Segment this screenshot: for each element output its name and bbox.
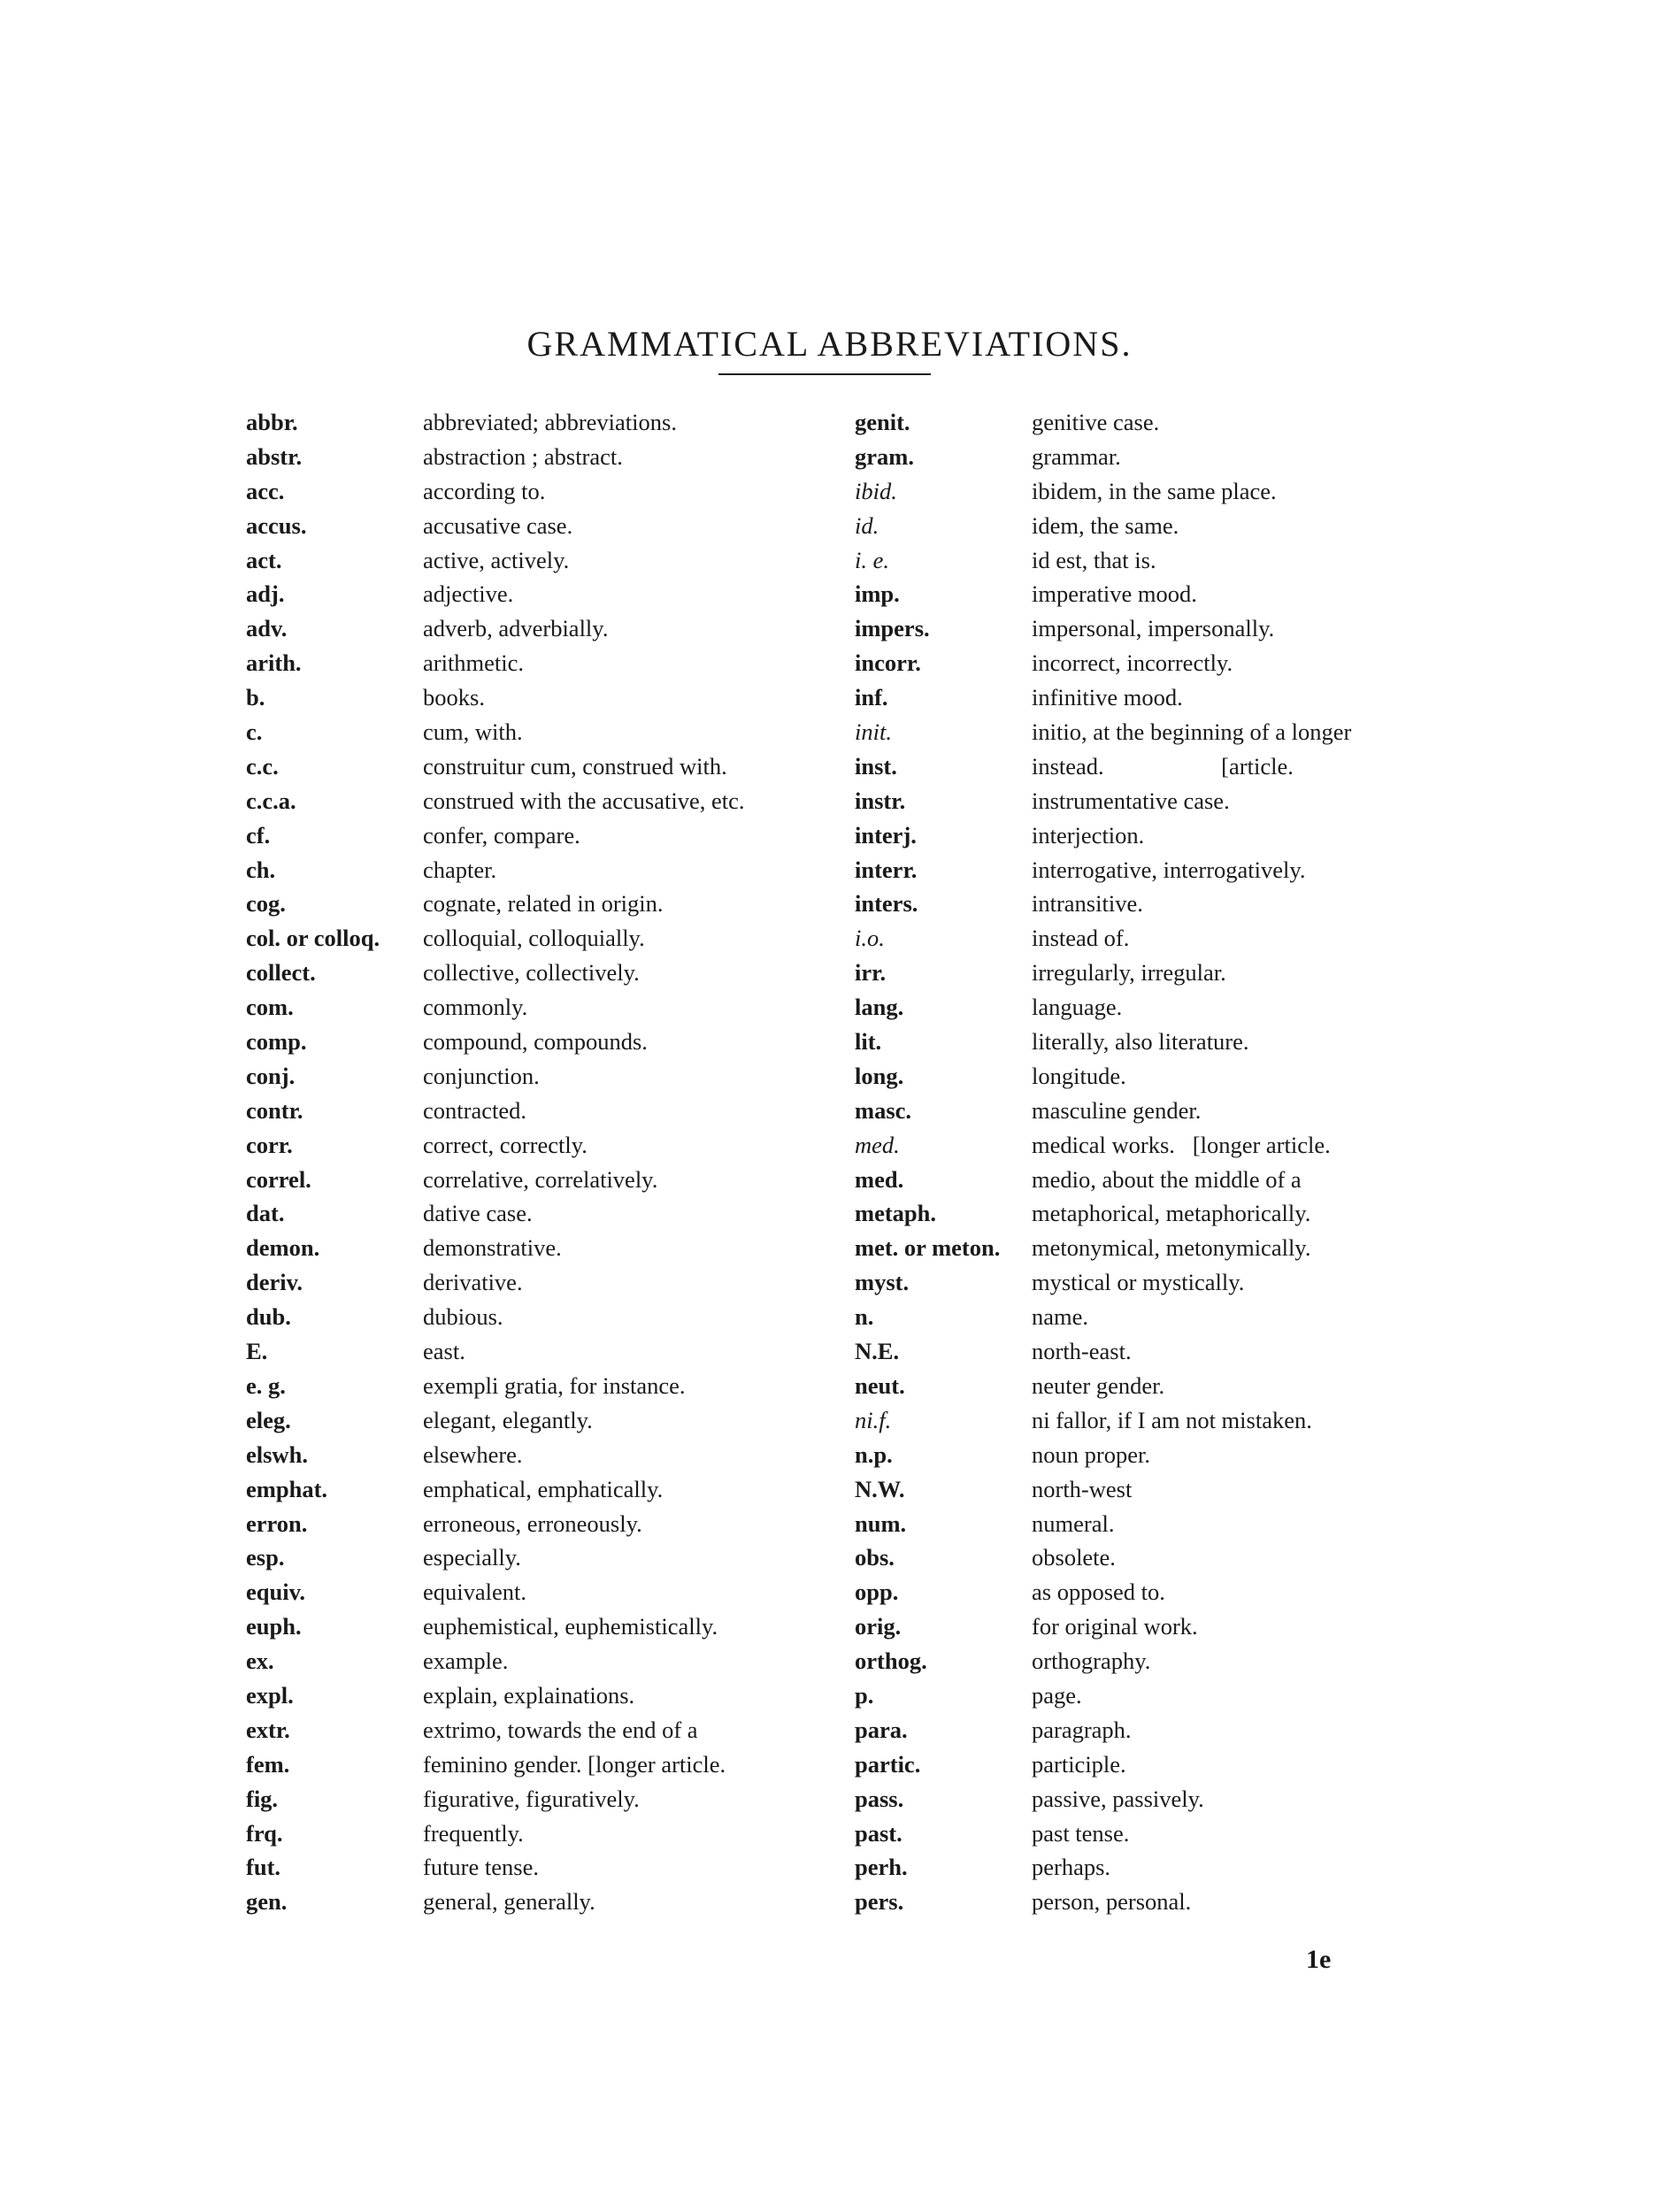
abbreviation-entry — [246, 1097, 830, 1132]
abbreviation-meaning: obsolete. — [1032, 1544, 1116, 1571]
abbreviation-meaning: perhaps. — [1032, 1854, 1111, 1881]
abbreviation-term: com. — [246, 994, 294, 1021]
abbreviation-entry — [246, 787, 830, 822]
abbreviation-meaning: future tense. — [423, 1854, 539, 1881]
abbreviation-meaning: intransitive. — [1032, 890, 1143, 918]
abbreviation-entry — [855, 856, 1439, 891]
abbreviation-meaning: according to. — [423, 477, 546, 504]
abbreviation-term: deriv. — [246, 1269, 303, 1296]
abbreviation-term: i. e. — [855, 546, 889, 573]
abbreviation-meaning: as opposed to. — [1032, 1578, 1165, 1606]
abbreviation-meaning: elegant, elegantly. — [423, 1406, 593, 1433]
abbreviation-term: fig. — [246, 1785, 279, 1812]
abbreviation-entry — [855, 1132, 1439, 1166]
abbreviation-term: cog. — [246, 890, 286, 918]
abbreviation-meaning: past tense. — [1032, 1819, 1130, 1847]
abbreviation-column-right — [855, 409, 1439, 1923]
abbreviation-term: genit. — [855, 409, 910, 435]
abbreviation-entry — [246, 478, 830, 512]
abbreviation-meaning: mystical or mystically. — [1032, 1269, 1245, 1296]
abbreviation-term: lit. — [855, 1028, 882, 1056]
abbreviation-meaning: dative case. — [423, 1200, 533, 1227]
abbreviation-entry — [855, 925, 1439, 959]
abbreviation-meaning: paragraph. — [1032, 1716, 1132, 1743]
abbreviation-meaning: figurative, figuratively. — [423, 1785, 640, 1812]
abbreviation-entry — [855, 1234, 1439, 1269]
abbreviation-meaning: abstraction ; abstract. — [423, 442, 623, 470]
abbreviation-term: acc. — [246, 477, 285, 504]
abbreviation-meaning: masculine gender. — [1032, 1096, 1202, 1124]
abbreviation-entry — [246, 1132, 830, 1166]
abbreviation-term: interj. — [855, 821, 917, 849]
abbreviation-entry — [246, 1544, 830, 1578]
abbreviation-meaning: example. — [423, 1647, 509, 1675]
abbreviation-term: adv. — [246, 615, 288, 642]
abbreviation-term: para. — [855, 1716, 908, 1743]
abbreviation-entry — [246, 1234, 830, 1269]
abbreviation-entry — [855, 684, 1439, 718]
abbreviation-term: col. or colloq. — [246, 925, 380, 952]
abbreviation-meaning: name. — [1032, 1303, 1089, 1331]
abbreviation-term: b. — [246, 684, 265, 711]
abbreviation-meaning: arithmetic. — [423, 649, 525, 677]
abbreviation-entry — [855, 1717, 1439, 1751]
abbreviation-meaning: especially. — [423, 1544, 521, 1571]
abbreviation-meaning: participle. — [1032, 1750, 1126, 1778]
abbreviation-term: orig. — [855, 1613, 902, 1640]
abbreviation-term: correl. — [246, 1165, 311, 1193]
abbreviation-term: dat. — [246, 1200, 285, 1227]
abbreviation-term: inf. — [855, 684, 888, 711]
abbreviation-meaning: literally, also literature. — [1032, 1028, 1249, 1056]
title-rule — [718, 373, 931, 375]
abbreviation-entry — [855, 1682, 1439, 1717]
abbreviation-term: myst. — [855, 1269, 910, 1296]
abbreviation-meaning: grammar. — [1032, 442, 1121, 470]
abbreviation-entry — [246, 1578, 830, 1613]
abbreviation-meaning: correct, correctly. — [423, 1131, 588, 1158]
abbreviation-entry — [246, 615, 830, 649]
abbreviation-entry — [855, 1476, 1439, 1510]
abbreviation-meaning: neuter gender. — [1032, 1371, 1165, 1399]
abbreviation-entry — [246, 1303, 830, 1338]
abbreviation-meaning: elsewhere. — [423, 1440, 523, 1468]
abbreviation-entry — [246, 1200, 830, 1234]
abbreviation-meaning: cum, with. — [423, 718, 523, 746]
abbreviation-entry — [855, 580, 1439, 615]
abbreviation-entry — [855, 1166, 1439, 1201]
abbreviation-meaning: orthography. — [1032, 1647, 1151, 1675]
abbreviation-meaning: general, generally. — [423, 1888, 595, 1916]
abbreviation-meaning: collective, collectively. — [423, 959, 640, 987]
abbreviation-entry — [855, 822, 1439, 856]
abbreviation-term: med. — [855, 1165, 904, 1193]
abbreviation-meaning: adverb, adverbially. — [423, 615, 609, 642]
abbreviation-entry — [855, 1200, 1439, 1234]
abbreviation-meaning: interrogative, interrogatively. — [1032, 856, 1306, 883]
abbreviation-term: N.W. — [855, 1475, 905, 1502]
abbreviation-entry — [246, 1372, 830, 1407]
abbreviation-entry — [855, 615, 1439, 649]
abbreviation-term: ch. — [246, 856, 276, 883]
abbreviation-term: interr. — [855, 856, 918, 883]
abbreviation-meaning: idem, the same. — [1032, 511, 1179, 539]
abbreviation-term: n. — [855, 1303, 874, 1331]
abbreviation-term: opp. — [855, 1578, 899, 1606]
abbreviation-entry — [855, 409, 1439, 443]
abbreviation-entry — [855, 1441, 1439, 1476]
abbreviation-term: perh. — [855, 1854, 908, 1881]
abbreviation-entry — [246, 1613, 830, 1647]
abbreviation-meaning: impersonal, impersonally. — [1032, 615, 1275, 642]
abbreviation-meaning: medio, about the middle of a — [1032, 1165, 1302, 1193]
abbreviation-entry — [855, 1407, 1439, 1441]
abbreviation-entry — [855, 1647, 1439, 1682]
abbreviation-entry — [855, 443, 1439, 478]
abbreviation-meaning: construed with the accusative, etc. — [423, 787, 745, 814]
abbreviation-term: med. — [855, 1131, 900, 1158]
abbreviation-meaning: imperative mood. — [1032, 580, 1197, 608]
abbreviation-entry — [855, 787, 1439, 822]
abbreviation-meaning: passive, passively. — [1032, 1785, 1204, 1812]
abbreviation-entry — [246, 409, 830, 443]
abbreviation-meaning: explain, explainations. — [423, 1681, 635, 1709]
abbreviation-term: dub. — [246, 1303, 291, 1331]
abbreviation-meaning: correlative, correlatively. — [423, 1165, 658, 1193]
page-number: 1e — [1306, 1945, 1332, 1974]
abbreviation-term: obs. — [855, 1544, 895, 1571]
abbreviation-entry — [855, 1820, 1439, 1855]
abbreviation-entry — [855, 1613, 1439, 1647]
abbreviation-term: euph. — [246, 1613, 302, 1640]
abbreviation-meaning: initio, at the beginning of a longer — [1032, 718, 1352, 746]
abbreviation-term: accus. — [246, 511, 307, 539]
abbreviation-meaning: equivalent. — [423, 1578, 526, 1606]
abbreviation-meaning: adjective. — [423, 580, 514, 608]
abbreviation-entry — [855, 1269, 1439, 1303]
abbreviation-meaning: north-west — [1032, 1475, 1133, 1502]
abbreviation-term: expl. — [246, 1681, 294, 1709]
abbreviation-entry — [246, 1854, 830, 1888]
abbreviation-entry — [246, 1338, 830, 1372]
abbreviation-entry — [855, 1063, 1439, 1097]
abbreviation-entry — [855, 1303, 1439, 1338]
abbreviation-term: id. — [855, 511, 879, 539]
abbreviation-term: comp. — [246, 1028, 307, 1056]
abbreviation-meaning: frequently. — [423, 1819, 524, 1847]
abbreviation-entry — [246, 925, 830, 959]
abbreviation-entry — [855, 959, 1439, 994]
abbreviation-term: pass. — [855, 1785, 904, 1812]
abbreviation-entry — [246, 649, 830, 684]
abbreviation-term: imp. — [855, 580, 900, 608]
abbreviation-term: met. or meton. — [855, 1234, 1001, 1262]
abbreviation-meaning: dubious. — [423, 1303, 503, 1331]
abbreviation-meaning: euphemistical, euphemistically. — [423, 1613, 718, 1640]
abbreviation-entry — [246, 1028, 830, 1063]
abbreviation-term: past. — [855, 1819, 902, 1847]
abbreviation-term: metaph. — [855, 1200, 937, 1227]
abbreviation-meaning: construitur cum, construed with. — [423, 752, 727, 780]
abbreviation-entry — [855, 1578, 1439, 1613]
abbreviation-term: i.o. — [855, 925, 885, 952]
abbreviation-entry — [855, 649, 1439, 684]
abbreviation-term: equiv. — [246, 1578, 306, 1606]
abbreviation-entry — [246, 512, 830, 547]
abbreviation-meaning: colloquial, colloquially. — [423, 925, 645, 952]
abbreviation-term: act. — [246, 546, 282, 573]
abbreviation-entry — [246, 1751, 830, 1786]
abbreviation-entry — [246, 1510, 830, 1545]
abbreviation-term: instr. — [855, 787, 906, 814]
abbreviation-meaning: interjection. — [1032, 821, 1145, 849]
abbreviation-entry — [246, 890, 830, 925]
abbreviation-term: abstr. — [246, 442, 303, 470]
abbreviation-term: masc. — [855, 1096, 912, 1124]
abbreviation-entry — [246, 1063, 830, 1097]
abbreviation-entry — [855, 1786, 1439, 1820]
abbreviation-entry — [855, 1028, 1439, 1063]
abbreviation-entry — [855, 718, 1439, 753]
abbreviation-meaning: metonymical, metonymically. — [1032, 1234, 1311, 1262]
abbreviation-meaning: contracted. — [423, 1096, 526, 1124]
abbreviation-entry — [855, 547, 1439, 581]
abbreviation-term: c. — [246, 718, 263, 746]
abbreviation-meaning: derivative. — [423, 1269, 523, 1296]
abbreviation-term: num. — [855, 1509, 907, 1537]
abbreviation-meaning: instead of. — [1032, 925, 1130, 952]
abbreviation-meaning: person, personal. — [1032, 1888, 1192, 1916]
abbreviation-term: arith. — [246, 649, 302, 677]
abbreviation-meaning: longitude. — [1032, 1062, 1126, 1089]
abbreviation-entry — [246, 580, 830, 615]
page-title: GRAMMATICAL ABBREVIATIONS. — [526, 323, 1133, 364]
abbreviation-meaning: exempli gratia, for instance. — [423, 1371, 686, 1399]
abbreviation-term: irr. — [855, 959, 887, 987]
abbreviation-term: E. — [246, 1338, 268, 1365]
abbreviation-meaning: noun proper. — [1032, 1440, 1150, 1468]
abbreviation-term: fem. — [246, 1750, 290, 1778]
abbreviation-meaning: numeral. — [1032, 1509, 1115, 1537]
abbreviation-meaning: north-east. — [1032, 1338, 1132, 1365]
abbreviation-entry — [246, 684, 830, 718]
abbreviation-meaning: demonstrative. — [423, 1234, 562, 1262]
abbreviation-meaning: compound, compounds. — [423, 1028, 648, 1056]
abbreviation-entry — [855, 1888, 1439, 1923]
abbreviation-meaning: abbreviated; abbreviations. — [423, 409, 677, 435]
abbreviation-term: init. — [855, 718, 892, 746]
abbreviation-term: N.E. — [855, 1338, 900, 1365]
abbreviation-entry — [855, 994, 1439, 1028]
abbreviation-term: ibid. — [855, 477, 897, 504]
abbreviation-entry — [246, 1269, 830, 1303]
abbreviation-entry — [246, 753, 830, 787]
abbreviation-entry — [246, 856, 830, 891]
abbreviation-meaning: extrimo, towards the end of a — [423, 1716, 698, 1743]
abbreviation-entry — [246, 959, 830, 994]
abbreviation-meaning: medical works. [longer article. — [1032, 1131, 1331, 1158]
abbreviation-entry — [246, 822, 830, 856]
abbreviation-meaning: infinitive mood. — [1032, 684, 1183, 711]
abbreviation-meaning: language. — [1032, 994, 1123, 1021]
abbreviation-term: elswh. — [246, 1440, 308, 1468]
abbreviation-term: collect. — [246, 959, 316, 987]
abbreviation-term: c.c. — [246, 752, 279, 780]
abbreviation-entry — [246, 1441, 830, 1476]
abbreviation-entry — [855, 478, 1439, 512]
abbreviation-entry — [246, 547, 830, 581]
abbreviation-term: contr. — [246, 1096, 303, 1124]
abbreviation-meaning: emphatical, emphatically. — [423, 1475, 664, 1502]
abbreviation-term: pers. — [855, 1888, 904, 1916]
abbreviation-entry — [855, 1338, 1439, 1372]
abbreviation-entry — [246, 443, 830, 478]
abbreviation-term: p. — [855, 1681, 874, 1709]
abbreviation-meaning: page. — [1032, 1681, 1082, 1709]
abbreviation-meaning: for original work. — [1032, 1613, 1198, 1640]
abbreviation-entry — [246, 1786, 830, 1820]
abbreviation-entry — [855, 1510, 1439, 1545]
abbreviation-entry — [855, 1544, 1439, 1578]
abbreviation-term: impers. — [855, 615, 930, 642]
abbreviation-entry — [855, 753, 1439, 787]
abbreviation-meaning: genitive case. — [1032, 409, 1160, 435]
abbreviation-term: adj. — [246, 580, 285, 608]
abbreviation-term: ni.f. — [855, 1406, 892, 1433]
abbreviation-term: inst. — [855, 752, 897, 780]
abbreviation-entry — [855, 1854, 1439, 1888]
abbreviation-meaning: books. — [423, 684, 485, 711]
abbreviation-entry — [246, 1888, 830, 1923]
abbreviation-meaning: cognate, related in origin. — [423, 890, 664, 918]
abbreviation-meaning: conjunction. — [423, 1062, 540, 1089]
abbreviation-term: incorr. — [855, 649, 921, 677]
abbreviation-meaning: irregularly, irregular. — [1032, 959, 1226, 987]
abbreviation-term: n.p. — [855, 1440, 893, 1468]
abbreviation-entry — [855, 512, 1439, 547]
abbreviation-meaning: feminino gender. [longer article. — [423, 1750, 726, 1778]
abbreviation-entry — [246, 994, 830, 1028]
abbreviation-meaning: id est, that is. — [1032, 546, 1156, 573]
abbreviation-term: esp. — [246, 1544, 285, 1571]
abbreviation-term: neut. — [855, 1371, 905, 1399]
abbreviation-entry — [246, 1166, 830, 1201]
abbreviation-term: extr. — [246, 1716, 290, 1743]
abbreviation-meaning: instead. [article. — [1032, 752, 1294, 780]
abbreviation-meaning: accusative case. — [423, 511, 573, 539]
abbreviation-term: demon. — [246, 1234, 320, 1262]
abbreviation-entry — [246, 1682, 830, 1717]
abbreviation-entry — [855, 1097, 1439, 1132]
abbreviation-term: long. — [855, 1062, 904, 1089]
abbreviation-term: orthog. — [855, 1647, 927, 1675]
abbreviation-meaning: confer, compare. — [423, 821, 580, 849]
abbreviation-term: ex. — [246, 1647, 274, 1675]
abbreviation-meaning: commonly. — [423, 994, 528, 1021]
abbreviation-meaning: erroneous, erroneously. — [423, 1509, 642, 1537]
abbreviation-meaning: ibidem, in the same place. — [1032, 477, 1277, 504]
abbreviation-term: c.c.a. — [246, 787, 296, 814]
abbreviation-term: corr. — [246, 1131, 293, 1158]
abbreviation-entry — [246, 718, 830, 753]
abbreviation-entry — [246, 1407, 830, 1441]
abbreviation-term: lang. — [855, 994, 904, 1021]
abbreviation-meaning: ni fallor, if I am not mistaken. — [1032, 1406, 1312, 1433]
abbreviation-term: emphat. — [246, 1475, 328, 1502]
abbreviation-term: e. g. — [246, 1371, 286, 1399]
abbreviation-term: fut. — [246, 1854, 281, 1881]
abbreviation-term: erron. — [246, 1509, 308, 1537]
abbreviation-meaning: incorrect, incorrectly. — [1032, 649, 1233, 677]
abbreviation-entry — [855, 1751, 1439, 1786]
abbreviation-term: abbr. — [246, 409, 298, 435]
abbreviation-term: cf. — [246, 821, 271, 849]
abbreviation-term: conj. — [246, 1062, 296, 1089]
abbreviation-meaning: chapter. — [423, 856, 497, 883]
abbreviation-term: frq. — [246, 1819, 283, 1847]
abbreviation-meaning: east. — [423, 1338, 465, 1365]
abbreviation-term: eleg. — [246, 1406, 291, 1433]
abbreviation-meaning: active, actively. — [423, 546, 570, 573]
abbreviation-entry — [855, 890, 1439, 925]
abbreviation-term: gram. — [855, 442, 914, 470]
abbreviation-column-left — [246, 409, 830, 1923]
abbreviation-term: inters. — [855, 890, 918, 918]
abbreviation-entry — [246, 1717, 830, 1751]
abbreviation-entry — [246, 1476, 830, 1510]
abbreviation-meaning: instrumentative case. — [1032, 787, 1230, 814]
abbreviation-entry — [246, 1820, 830, 1855]
abbreviation-term: gen. — [246, 1888, 288, 1916]
abbreviation-term: partic. — [855, 1750, 921, 1778]
abbreviation-meaning: metaphorical, metaphorically. — [1032, 1200, 1311, 1227]
abbreviation-entry — [246, 1647, 830, 1682]
abbreviation-entry — [855, 1372, 1439, 1407]
